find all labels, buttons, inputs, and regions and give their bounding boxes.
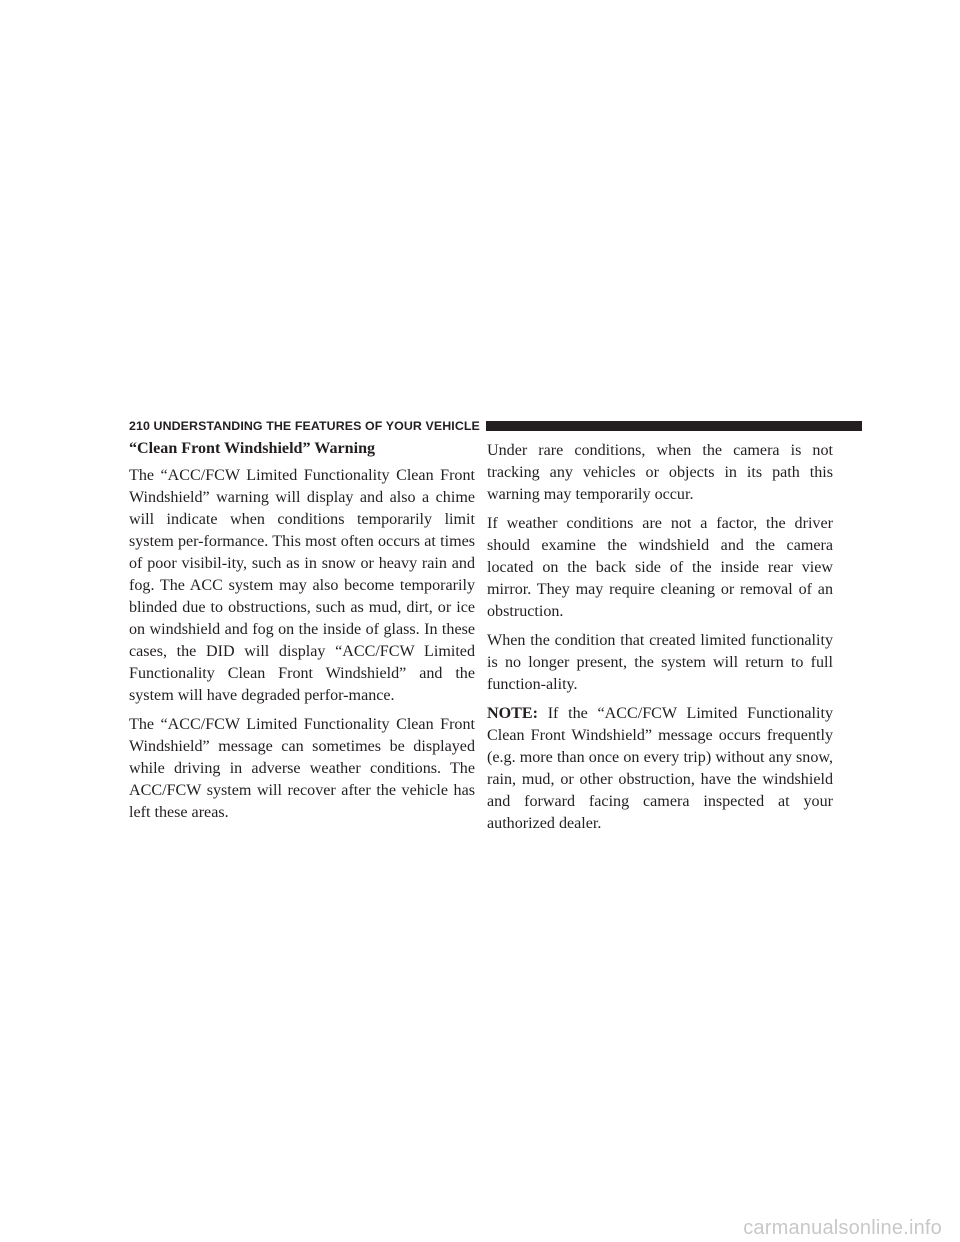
section-heading: “Clean Front Windshield” Warning (129, 440, 376, 457)
paragraph: If weather conditions are not a factor, the driver should examine the windshield and the camera located on the back side of the inside rear view mirror. They may require cleaning or removal of an obstruction. (487, 515, 833, 620)
note-text: If the “ACC/FCW Limited Functionality Clean Front Windshield” message occurs frequently (e.g. more than once on every trip) without any snow, rain, mud, or other obstruction, have the windshield and forward facing camera inspected at your authorized dealer. (487, 705, 833, 832)
right-column (487, 440, 833, 842)
paragraph: When the condition that created limited functionality is no longer present, the system will return to full function-ality. (487, 632, 833, 693)
paragraph: The “ACC/FCW Limited Functionality Clean Front Windshield” message can sometimes be displayed while driving in adverse weather conditions. The ACC/FCW system will recover after the vehicle has left these areas. (129, 716, 475, 821)
page-number: 210 (129, 419, 150, 433)
paragraph: Under rare conditions, when the camera is not tracking any vehicles or objects in its path this warning may temporarily occur. (487, 442, 833, 503)
paragraph: The “ACC/FCW Limited Functionality Clean Front Windshield” warning will display and also a chime will indicate when conditions temporarily limit system per-formance. This most often occurs at times of poor visibil-ity, such as in snow or heavy rain and fog. The ACC system may also become temporarily blinded due to obstructions, such as mud, dirt, or ice on windshield and fog on the inside of glass. In these cases, the DID will display “ACC/FCW Limited Functionality Clean Front Windshield” and the system will have degraded perfor-mance. (129, 467, 475, 704)
page-header (129, 419, 862, 433)
section-title: UNDERSTANDING THE FEATURES OF YOUR VEHICLE (153, 419, 480, 433)
header-rule (486, 421, 862, 431)
note-paragraph (487, 703, 833, 835)
left-column (129, 438, 475, 831)
watermark: carmanualsonline.info (743, 1217, 942, 1239)
note-label: NOTE: (487, 705, 538, 722)
